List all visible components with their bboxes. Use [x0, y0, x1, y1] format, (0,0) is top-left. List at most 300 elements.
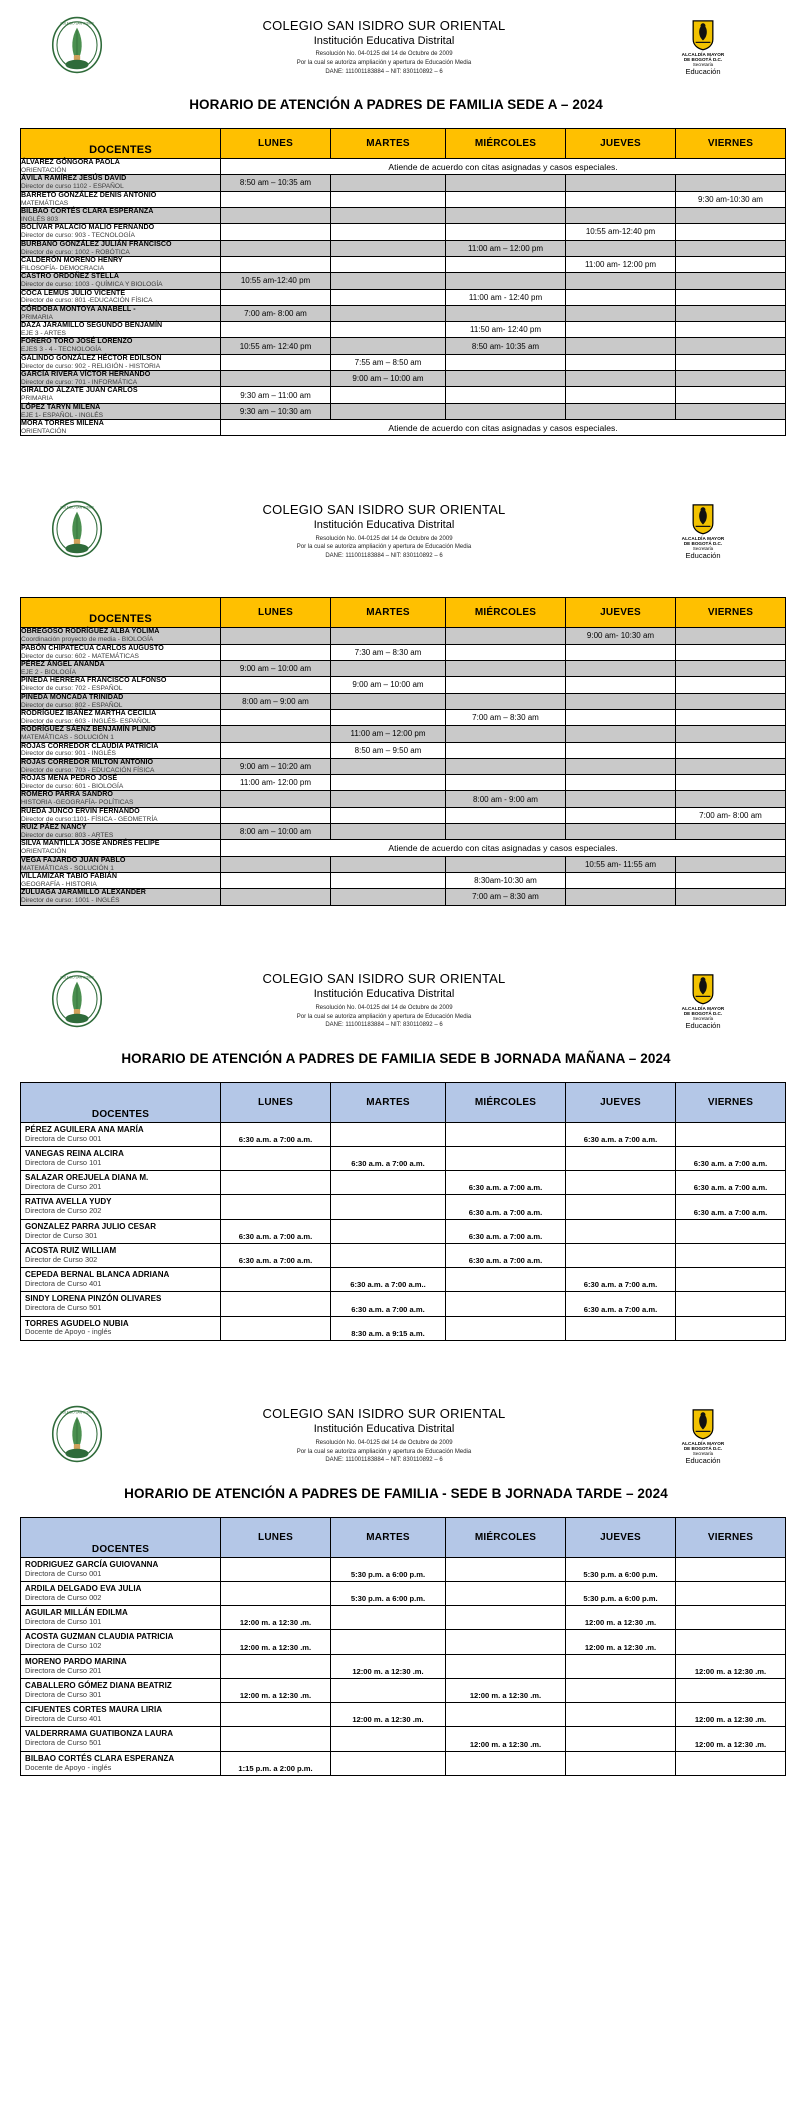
- teacher-name: PINEDA MONCADA TRINIDAD: [21, 692, 124, 701]
- alcaldia-line-2: DE BOGOTÁ D.C.: [683, 1010, 723, 1016]
- schedule-slot: [331, 224, 446, 240]
- schedule-slot: 11:00 am – 12:00 pm: [446, 240, 566, 256]
- institution-name: Institución Educativa Distrital: [313, 1423, 455, 1436]
- table-row: [21, 1654, 786, 1678]
- teacher-name: ARDILA DELGADO EVA JULIA: [25, 1583, 142, 1593]
- section-title: HORARIO DE ATENCIÓN A PADRES DE FAMILIA - SEDE B JORNADA TARDE – 2024: [124, 1485, 668, 1501]
- teacher-role: Director de curso: 602 - MATEMÁTICAS: [21, 652, 139, 660]
- schedule-slot: [446, 1316, 566, 1340]
- teacher-cell: [21, 840, 221, 856]
- schedule-slot: [446, 1703, 566, 1727]
- teacher-role: Director de curso: 701 - INFORMÁTICA: [21, 379, 138, 386]
- teacher-role: Directora de Curso 001: [25, 1568, 102, 1578]
- schedule-slot: [331, 289, 446, 305]
- table-header-row: [21, 129, 786, 159]
- schedule-slot: [566, 873, 676, 889]
- alcaldia-line-4: Educación: [685, 551, 721, 561]
- teacher-name: ROJAS MENA PEDRO JOSÉ: [21, 774, 118, 783]
- schedule-slot: 6:30 a.m. a 7:00 a.m.: [566, 1268, 676, 1292]
- teacher-name: VILLAMIZAR TABIO FABIÁN: [21, 872, 117, 880]
- schedule-slot: 9:00 am- 10:30 am: [566, 628, 676, 644]
- schedule-slot: [566, 1146, 676, 1170]
- teacher-role: Directora de Curso 102: [25, 1641, 102, 1651]
- schedule-slot: [446, 371, 566, 387]
- teacher-name: RODRIGUEZ GARCÍA GUIOVANNA: [25, 1559, 159, 1569]
- schedule-slot: [221, 742, 331, 758]
- schedule-slot: [446, 1606, 566, 1630]
- teacher-name: FORERO TORO JOSÉ LORENZO: [21, 337, 133, 346]
- column-header-docentes: DOCENTES: [21, 129, 221, 159]
- table-row: [21, 403, 786, 419]
- teacher-role: Directora de Curso 002: [25, 1592, 102, 1602]
- teacher-cell: [21, 1678, 221, 1702]
- schedule-slot: [446, 677, 566, 693]
- schedule-slot: 6:30 a.m. a 7:00 a.m.: [566, 1122, 676, 1146]
- schedule-slot: 12:00 m. a 12:30 .m.: [676, 1727, 786, 1751]
- teacher-role: Directora de Curso 301: [25, 1689, 102, 1699]
- teacher-name: RATIVA AVELLA YUDY: [25, 1197, 112, 1207]
- teacher-name: ÁVILA RAMÍREZ JESÚS DAVID: [21, 174, 127, 183]
- schedule-slot: 8:50 am- 10:35 am: [446, 338, 566, 354]
- teacher-name: MORA TORRES MILENA: [21, 419, 104, 427]
- schedule-slot: [566, 709, 676, 725]
- school-crest: [48, 1405, 106, 1468]
- dane-nit: DANE: 111001183884 – NIT: 830110892 – 6: [325, 1457, 443, 1464]
- teacher-role: FILOSOFÍA- DEMOCRACIA: [21, 264, 105, 272]
- table-row: [21, 856, 786, 872]
- schedule-slot: [566, 742, 676, 758]
- alcaldia-line-1: ALCALDÍA MAYOR: [681, 1005, 725, 1011]
- schedule-slot: [446, 1581, 566, 1605]
- availability-note: Atiende de acuerdo con citas asignadas y casos especiales.: [221, 840, 786, 856]
- table-row: [21, 1195, 786, 1219]
- teacher-role: MATEMÁTICAS - SOLUCIÓN 1: [21, 734, 114, 742]
- institution-name: Institución Educativa Distrital: [313, 988, 455, 1001]
- schedule-slot: [566, 726, 676, 742]
- school-name: COLEGIO SAN ISIDRO SUR ORIENTAL: [262, 17, 506, 33]
- page-section: [0, 954, 792, 1389]
- teacher-cell: [21, 1316, 221, 1340]
- schedule-slot: [566, 371, 676, 387]
- teacher-role: Director de Curso 301: [25, 1230, 98, 1240]
- schedule-slot: 7:00 am – 8:30 am: [446, 709, 566, 725]
- schedule-slot: [676, 791, 786, 807]
- schedule-slot: [566, 758, 676, 774]
- resolution-line-2: Por la cual se autoriza ampliación y apertura de Educación Media: [296, 59, 472, 66]
- schedule-slot: [221, 709, 331, 725]
- schedule-slot: 7:55 am – 8:50 am: [331, 354, 446, 370]
- teacher-cell: [21, 273, 221, 289]
- schedule-slot: 12:00 m. a 12:30 .m.: [566, 1606, 676, 1630]
- schedule-slot: [676, 387, 786, 403]
- teacher-name: SILVA MANTILLA JOSÉ ANDRÉS FELIPE: [21, 839, 160, 848]
- teacher-name: SALAZAR OREJUELA DIANA M.: [25, 1173, 149, 1183]
- teacher-name: RUIZ PÁEZ NANCY: [21, 823, 87, 832]
- schedule-slot: 8:30am-10:30 am: [446, 873, 566, 889]
- schedule-slot: [331, 807, 446, 823]
- schedule-slot: 11:00 am – 12:00 pm: [331, 726, 446, 742]
- table-row: [21, 873, 786, 889]
- schedule-slot: [221, 1292, 331, 1316]
- schedule-slot: [446, 1630, 566, 1654]
- school-crest-icon: [48, 970, 106, 1028]
- schedule-slot: [221, 289, 331, 305]
- schedule-slot: [566, 289, 676, 305]
- teacher-name: RODRÍGUEZ IBÁÑEZ MARTHA CECILIA: [21, 708, 157, 717]
- teacher-name: CEPEDA BERNAL BLANCA ADRIANA: [25, 1270, 170, 1280]
- teacher-role: INGLÉS 803: [21, 215, 59, 223]
- schedule-slot: [676, 354, 786, 370]
- table-row: [21, 256, 786, 272]
- table-header-row: [21, 1082, 786, 1122]
- schedule-slot: 5:30 p.m. a 6:00 p.m.: [566, 1557, 676, 1581]
- schedule-slot: [331, 1195, 446, 1219]
- school-crest-icon: [48, 16, 106, 74]
- teacher-cell: [21, 1171, 221, 1195]
- table-row: [21, 1581, 786, 1605]
- resolution-line-1: Resolución No. 04-0125 del 14 de Octubre de 2009: [315, 1004, 453, 1011]
- schedule-slot: [566, 807, 676, 823]
- schedule-slot: 7:00 am- 8:00 am: [221, 305, 331, 321]
- teacher-role: Directora de Curso 202: [25, 1206, 102, 1216]
- teacher-name: ÁLVAREZ GÓNGORA PAOLA: [21, 158, 120, 166]
- schedule-slot: [566, 1678, 676, 1702]
- teacher-name: BOLÍVAR PALACIO MALIO FERNANDO: [21, 223, 155, 232]
- schedule-slot: 6:30 a.m. a 7:00 a.m.: [331, 1146, 446, 1170]
- teacher-name: LÓPEZ TARYN MILENA: [21, 402, 101, 411]
- teacher-role: EJES 3 - 4 - TECNOLOGÍA: [21, 346, 102, 354]
- schedule-slot: [331, 338, 446, 354]
- schedule-slot: [676, 693, 786, 709]
- schedule-slot: [676, 1268, 786, 1292]
- institution-name: Institución Educativa Distrital: [313, 518, 455, 531]
- teacher-cell: [21, 240, 221, 256]
- alcaldia-line-3: Secretaría: [692, 1450, 714, 1456]
- column-header-day: MIÉRCOLES: [446, 129, 566, 159]
- alcaldia-line-1: ALCALDÍA MAYOR: [681, 52, 725, 57]
- teacher-cell: [21, 758, 221, 774]
- teacher-name: RUEDA JUNCO ERVIN FERNANDO: [21, 806, 140, 815]
- teacher-cell: [21, 1195, 221, 1219]
- teacher-role: Docente de Apoyo - inglés: [25, 1762, 112, 1772]
- schedule-slot: [676, 305, 786, 321]
- schedule-slot: [566, 1195, 676, 1219]
- teacher-name: PÉREZ ÁNGEL ANANDA: [21, 659, 105, 668]
- teacher-name: CALDERÓN MORENO HENRY: [21, 255, 123, 264]
- schedule-slot: [676, 256, 786, 272]
- schedule-slot: [676, 224, 786, 240]
- teacher-role: Director de curso: 601 - BIOLOGÍA: [21, 783, 124, 791]
- schedule-slot: [676, 240, 786, 256]
- schedule-slot: [566, 1727, 676, 1751]
- school-crest: [48, 970, 106, 1033]
- schedule-slot: 12:00 m. a 12:30 .m.: [331, 1654, 446, 1678]
- alcaldia-block: [662, 19, 744, 76]
- schedule-slot: [221, 726, 331, 742]
- column-header-day: MIÉRCOLES: [446, 598, 566, 628]
- schedule-slot: [331, 856, 446, 872]
- schedule-slot: [676, 322, 786, 338]
- teacher-cell: [21, 159, 221, 175]
- column-header-docentes: DOCENTES: [21, 1517, 221, 1557]
- school-name: COLEGIO SAN ISIDRO SUR ORIENTAL: [262, 1406, 506, 1422]
- column-header-docentes: DOCENTES: [21, 1082, 221, 1122]
- schedule-slot: 9:00 am – 10:20 am: [221, 758, 331, 774]
- table-row: [21, 693, 786, 709]
- schedule-slot: [676, 207, 786, 223]
- schedule-slot: [446, 693, 566, 709]
- schedule-slot: [331, 1678, 446, 1702]
- teacher-cell: [21, 1630, 221, 1654]
- teacher-role: PRIMARIA: [21, 313, 53, 321]
- teacher-name: COCA LEMUS JULIO VICENTE: [21, 288, 126, 297]
- table-row: [21, 1316, 786, 1340]
- schedule-slot: [566, 273, 676, 289]
- column-header-day: MARTES: [331, 1082, 446, 1122]
- institution-name: Institución Educativa Distrital: [313, 34, 455, 47]
- schedule-slot: [331, 240, 446, 256]
- schedule-slot: [566, 644, 676, 660]
- teacher-cell: [21, 807, 221, 823]
- schedule-slot: [446, 256, 566, 272]
- teacher-role: EJE 2 - BIOLOGÍA: [21, 668, 76, 676]
- schedule-slot: [676, 1751, 786, 1775]
- schedule-slot: [221, 1557, 331, 1581]
- schedule-slot: [331, 305, 446, 321]
- column-header-day: MARTES: [331, 129, 446, 159]
- teacher-role: ORIENTACIÓN: [21, 166, 67, 174]
- table-row: [21, 726, 786, 742]
- schedule-slot: [221, 856, 331, 872]
- school-crest: [48, 500, 106, 563]
- schedule-slot: 12:00 m. a 12:30 .m.: [446, 1678, 566, 1702]
- letterhead: [20, 484, 772, 567]
- schedule-slot: 7:00 am – 8:30 am: [446, 889, 566, 905]
- table-row: [21, 677, 786, 693]
- teacher-role: Director de curso: 1002 - ROBÓTICA: [21, 248, 130, 256]
- teacher-cell: [21, 677, 221, 693]
- schedule-slot: 7:00 am- 8:00 am: [676, 807, 786, 823]
- schedule-slot: [221, 1316, 331, 1340]
- schedule-slot: [676, 403, 786, 419]
- schedule-slot: [676, 889, 786, 905]
- teacher-cell: [21, 1243, 221, 1267]
- svg-text:COLEGIO SAN ISIDRO: COLEGIO SAN ISIDRO: [60, 1410, 94, 1415]
- teacher-name: GONZALEZ PARRA JULIO CESAR: [25, 1221, 157, 1231]
- column-header-day: VIERNES: [676, 598, 786, 628]
- letterhead-text: [106, 503, 662, 561]
- teacher-cell: [21, 1703, 221, 1727]
- schedule-table: [20, 597, 786, 905]
- svg-text:COLEGIO SAN ISIDRO: COLEGIO SAN ISIDRO: [60, 975, 94, 980]
- schedule-slot: [221, 1703, 331, 1727]
- schedule-slot: [676, 660, 786, 676]
- schedule-slot: [331, 175, 446, 191]
- schedule-slot: [446, 224, 566, 240]
- schedule-slot: [446, 305, 566, 321]
- schedule-slot: [676, 338, 786, 354]
- teacher-role: Coordinación proyecto de media - BIOLOGÍA: [21, 636, 154, 644]
- schedule-slot: [331, 1219, 446, 1243]
- teacher-name: CABALLERO GÓMEZ DIANA BEATRIZ: [25, 1680, 172, 1690]
- teacher-cell: [21, 1606, 221, 1630]
- table-row: [21, 758, 786, 774]
- alcaldia-line-4: Educación: [685, 1455, 721, 1465]
- schedule-slot: 6:30 a.m. a 7:00 a.m.: [331, 1292, 446, 1316]
- teacher-name: BILBAO CORTÉS CLARA ESPERANZA: [25, 1753, 175, 1763]
- table-row: [21, 273, 786, 289]
- school-crest-icon: [48, 500, 106, 558]
- table-row: [21, 354, 786, 370]
- svg-text:COLEGIO SAN ISIDRO: COLEGIO SAN ISIDRO: [60, 21, 94, 26]
- schedule-slot: 11:00 am- 12:00 pm: [221, 775, 331, 791]
- schedule-slot: [676, 742, 786, 758]
- page-section: [0, 484, 792, 953]
- table-row: [21, 1122, 786, 1146]
- schedule-slot: [331, 889, 446, 905]
- table-row: [21, 1243, 786, 1267]
- schedule-table: [20, 1082, 786, 1341]
- schedule-slot: [331, 1727, 446, 1751]
- schedule-slot: [221, 807, 331, 823]
- schedule-slot: 1:15 p.m. a 2:00 p.m.: [221, 1751, 331, 1775]
- schedule-slot: 12:00 m. a 12:30 .m.: [221, 1606, 331, 1630]
- schedule-slot: [446, 644, 566, 660]
- schedule-slot: [446, 403, 566, 419]
- teacher-name: BURBANO GONZÁLEZ JULIÁN FRANCISCO: [21, 239, 172, 248]
- schedule-slot: [676, 1630, 786, 1654]
- schedule-slot: 8:00 am - 9:00 am: [446, 791, 566, 807]
- teacher-cell: [21, 289, 221, 305]
- availability-note: Atiende de acuerdo con citas asignadas y casos especiales.: [221, 159, 786, 175]
- teacher-cell: [21, 207, 221, 223]
- column-header-docentes: DOCENTES: [21, 598, 221, 628]
- schedule-slot: [446, 807, 566, 823]
- teacher-cell: [21, 1268, 221, 1292]
- teacher-cell: [21, 1292, 221, 1316]
- schedule-slot: [331, 1630, 446, 1654]
- teacher-name: BARRETO GONZÁLEZ DENIS ANTONIO: [21, 190, 157, 199]
- teacher-name: PÉREZ AGUILERA ANA MARÍA: [25, 1124, 144, 1134]
- schedule-slot: [446, 207, 566, 223]
- table-row: [21, 824, 786, 840]
- teacher-role: Directora de Curso 501: [25, 1738, 102, 1748]
- schedule-slot: [221, 224, 331, 240]
- svg-text:COLEGIO SAN ISIDRO: COLEGIO SAN ISIDRO: [60, 505, 94, 510]
- teacher-cell: [21, 791, 221, 807]
- teacher-cell: [21, 644, 221, 660]
- teacher-name: BILBAO CORTÉS CLARA ESPERANZA: [21, 206, 154, 215]
- schedule-slot: [566, 775, 676, 791]
- teacher-role: Director de curso: 901 - INGLÉS: [21, 750, 116, 758]
- teacher-cell: [21, 1751, 221, 1775]
- teacher-cell: [21, 660, 221, 676]
- table-row: [21, 889, 786, 905]
- schedule-slot: [331, 387, 446, 403]
- schedule-slot: [446, 354, 566, 370]
- table-row: [21, 1146, 786, 1170]
- schedule-slot: [566, 693, 676, 709]
- schedule-slot: 6:30 a.m. a 7:00 a.m.: [446, 1195, 566, 1219]
- schedule-slot: [221, 677, 331, 693]
- schedule-slot: [676, 1606, 786, 1630]
- section-title: HORARIO DE ATENCIÓN A PADRES DE FAMILIA SEDE B JORNADA MAÑANA – 2024: [121, 1050, 671, 1066]
- schedule-slot: [446, 1268, 566, 1292]
- teacher-name: ACOSTA GUZMAN CLAUDIA PATRICIA: [25, 1632, 174, 1642]
- schedule-slot: [331, 403, 446, 419]
- schedule-slot: [566, 207, 676, 223]
- letterhead-text: [106, 19, 662, 77]
- schedule-slot: 11:50 am- 12:40 pm: [446, 322, 566, 338]
- schedule-slot: [676, 289, 786, 305]
- table-row: [21, 1630, 786, 1654]
- schedule-slot: 12:00 m. a 12:30 .m.: [676, 1703, 786, 1727]
- teacher-name: MORENO PARDO MARINA: [25, 1656, 127, 1666]
- schedule-slot: [566, 1703, 676, 1727]
- table-row: [21, 775, 786, 791]
- schedule-slot: [331, 775, 446, 791]
- school-crest-icon: [48, 1405, 106, 1463]
- schedule-slot: [331, 1606, 446, 1630]
- teacher-cell: [21, 889, 221, 905]
- schedule-slot: [331, 873, 446, 889]
- teacher-name: CASTRO ORDOÑEZ STELLA: [21, 272, 119, 281]
- teacher-name: PINEDA HERRERA FRANCISCO ALFONSO: [21, 676, 167, 685]
- teacher-role: EJE 1- ESPAÑOL - INGLÉS: [21, 411, 104, 419]
- teacher-name: ZULUAGA JARAMILLO ALEXANDER: [21, 888, 146, 897]
- schedule-slot: [566, 403, 676, 419]
- resolution-line-1: Resolución No. 04-0125 del 14 de Octubre de 2009: [315, 51, 453, 58]
- letterhead: [20, 954, 772, 1037]
- schedule-slot: [566, 1243, 676, 1267]
- schedule-slot: [221, 1195, 331, 1219]
- alcaldia-line-1: ALCALDÍA MAYOR: [681, 536, 725, 542]
- schedule-slot: [446, 1146, 566, 1170]
- schedule-slot: [331, 758, 446, 774]
- schedule-slot: 10:55 am-12:40 pm: [221, 273, 331, 289]
- teacher-role: GEOGRAFÍA - HISTORIA: [21, 880, 97, 888]
- teacher-role: ORIENTACIÓN: [21, 427, 67, 435]
- teacher-cell: [21, 856, 221, 872]
- teacher-cell: [21, 371, 221, 387]
- column-header-day: JUEVES: [566, 1517, 676, 1557]
- table-row: [21, 175, 786, 191]
- schedule-slot: [566, 387, 676, 403]
- teacher-cell: [21, 256, 221, 272]
- table-row: [21, 240, 786, 256]
- table-header-row: [21, 598, 786, 628]
- teacher-cell: [21, 709, 221, 725]
- alcaldia-line-2: DE BOGOTÁ D.C.: [683, 1445, 723, 1451]
- schedule-slot: [446, 387, 566, 403]
- column-header-day: LUNES: [221, 1082, 331, 1122]
- teacher-role: MATEMÁTICAS: [21, 199, 69, 207]
- schedule-slot: [221, 644, 331, 660]
- schedule-slot: [676, 873, 786, 889]
- teacher-role: Director de curso: 802 - ESPAÑOL: [21, 701, 123, 709]
- dane-nit: DANE: 111001183884 – NIT: 830110892 – 6: [325, 68, 443, 75]
- title-spacer: [20, 567, 772, 597]
- schedule-slot: [676, 273, 786, 289]
- teacher-role: Directora de Curso 501: [25, 1303, 102, 1313]
- teacher-role: Directora de Curso 401: [25, 1278, 102, 1288]
- schedule-slot: [221, 1727, 331, 1751]
- alcaldia-line-3: Secretaría: [692, 62, 714, 67]
- teacher-name: GARCÍA RIVERA VÍCTOR HERNANDO: [21, 370, 151, 379]
- schedule-slot: [566, 1219, 676, 1243]
- schedule-slot: [566, 240, 676, 256]
- dane-nit: DANE: 111001183884 – NIT: 830110892 – 6: [325, 1022, 443, 1029]
